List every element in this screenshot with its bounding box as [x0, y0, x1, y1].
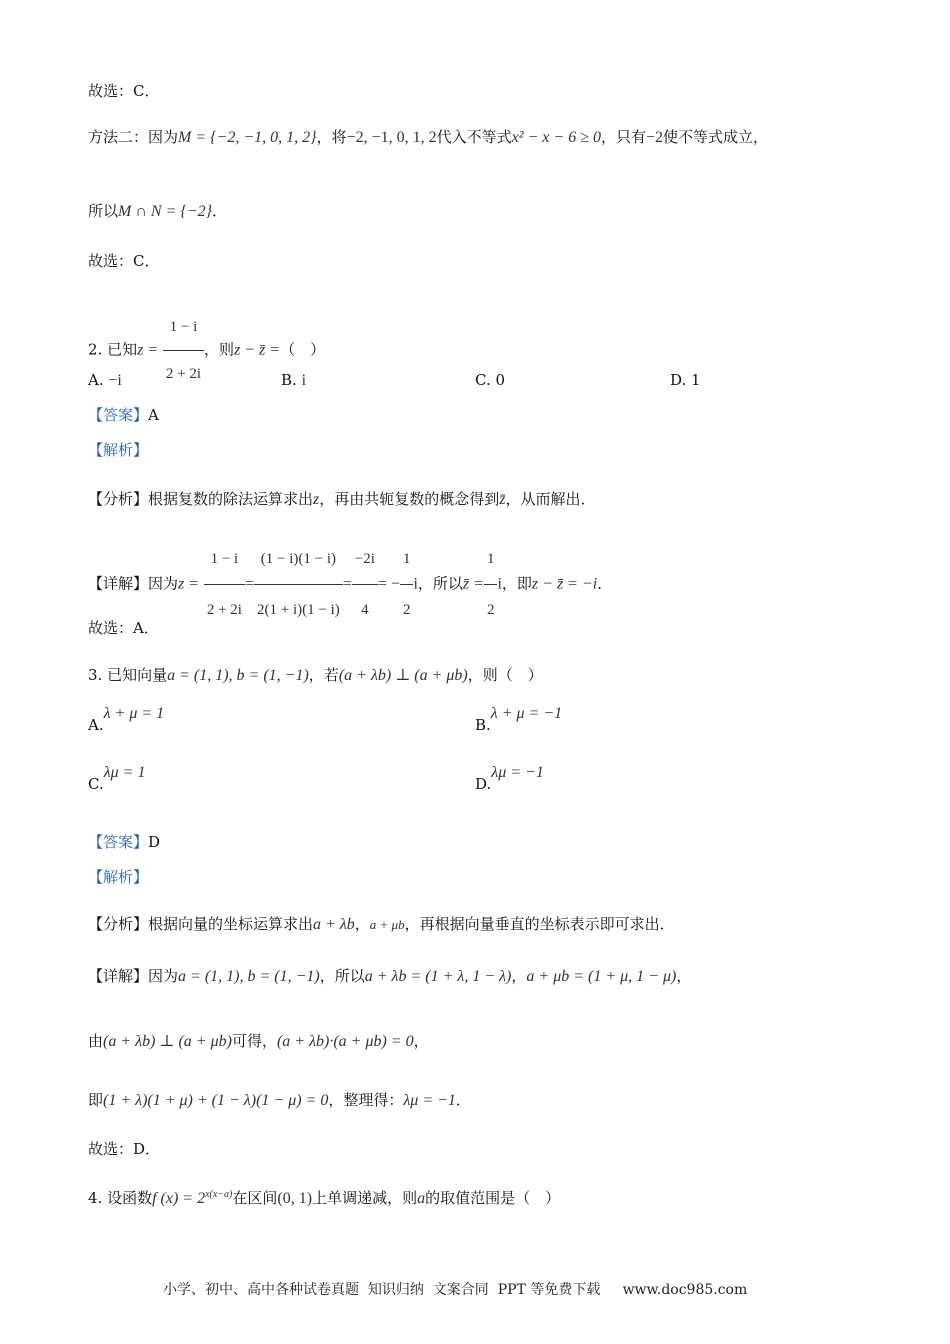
q2-option-d: D. 1	[670, 371, 701, 389]
choose-c-line-2: 故选：C．	[88, 252, 160, 270]
q2-analysis-tag: 【解析】	[88, 441, 149, 459]
q2-fenxi: 【分析】根据复数的除法运算求出z，再由共轭复数的概念得到z̄，从而解出．	[88, 490, 596, 508]
q3-answer: 【答案】D	[88, 833, 161, 851]
q2-choose: 故选：A．	[88, 619, 159, 637]
q2-stem: 2. 已知z = $\frac{1 - i}{2 + 2i}$ ，则z − z̄ =（ ）	[88, 304, 325, 397]
q3-analysis-tag: 【解析】	[88, 868, 149, 886]
q3-fenxi: 【分析】根据向量的坐标运算求出a + λb，a + μb，再根据向量垂直的坐标表示即可求出．	[88, 915, 675, 933]
q2-answer: 【答案】A	[88, 406, 159, 424]
q2-detail: 【详解】因为z = $\frac{1 - i}{2 + 2i}$ = $\frac{(1 - i)(1 - i)}{2(1 + i)(1 - i)}$ = $\frac{-2i}{4}$ = − $\frac{1}{2}$ i，所以z̄ = $\frac{1}{2}$ i，即z − z̄ = −i．	[88, 534, 612, 635]
method-two-line: 方法二：因为M = {−2, −1, 0, 1, 2}，将−2, −1, 0, 1, 2代入不等式x² − x − 6 ≥ 0，只有−2使不等式成立，	[88, 128, 769, 146]
q3-option-d: D.λμ = −1	[475, 764, 544, 793]
q3-stem: 3. 已知向量a = (1, 1), b = (1, −1)，若(a + λb) ⊥ (a + μb)，则（ ）	[88, 666, 543, 684]
q3-choose: 故选：D．	[88, 1140, 161, 1158]
q2-option-a: A. −i	[88, 371, 122, 389]
q3-detail-2: 由(a + λb) ⊥ (a + μb)可得，(a + λb)·(a + μb) = 0，	[88, 1032, 429, 1050]
q3-option-c: C.λμ = 1	[88, 764, 146, 793]
q3-detail-3: 即(1 + λ)(1 + μ) + (1 − λ)(1 − μ) = 0，整理得：λμ = −1．	[88, 1091, 471, 1109]
q3-detail-1: 【详解】因为a = (1, 1), b = (1, −1)，所以a + λb = (1 + λ, 1 − λ)，a + μb = (1 + μ, 1 − μ)，	[88, 967, 692, 985]
q4-stem: 4. 设函数f $(x) = 2^{x(x-a)}$在区间(0, 1)上单调递减，则a的取值范围是（ ）	[88, 1189, 561, 1207]
q3-option-b: B.λ + μ = −1	[475, 705, 563, 734]
q2-option-c: C. 0	[475, 371, 506, 389]
q2-fraction: $\frac{1 - i}{2 + 2i}$	[163, 304, 204, 397]
q2-option-b: B. i	[281, 371, 307, 389]
page-footer: 小学、初中、高中各种试卷真题 知识归纳 文案合同 PPT 等免费下载 www.doc985.com	[163, 1282, 748, 1298]
set-intersection-line: 所以M ∩ N = {−2}．	[88, 202, 227, 220]
choose-c-line-1: 故选：C．	[88, 82, 160, 100]
q3-option-a: A.λ + μ = 1	[88, 705, 165, 734]
